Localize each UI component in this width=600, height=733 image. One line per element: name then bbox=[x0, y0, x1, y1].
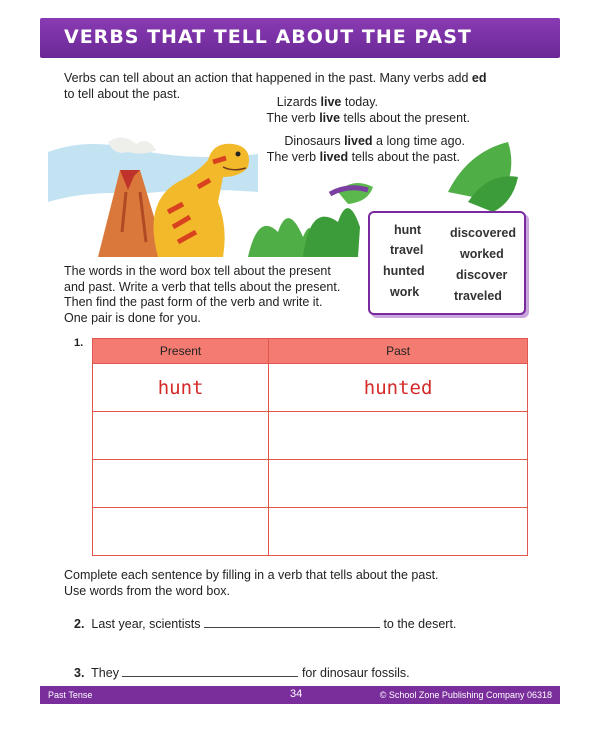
sentence-task-line: Complete each sentence by filling in a verb that tells about the past. bbox=[64, 568, 439, 582]
example-1b bbox=[240, 110, 470, 126]
sentence-after: for dinosaur fossils. bbox=[301, 666, 410, 680]
example-1b-verb: live bbox=[319, 111, 341, 125]
footer-topic: Past Tense bbox=[48, 690, 93, 700]
sentence-2 bbox=[74, 615, 456, 631]
instruction-line: Then find the past form of the verb and write it. bbox=[64, 295, 323, 309]
past-cell[interactable] bbox=[269, 508, 528, 556]
word-box bbox=[368, 211, 526, 315]
instruction-line: The words in the word box tell about the present bbox=[64, 264, 331, 278]
sentence-number: 2. bbox=[74, 617, 85, 631]
word-box-word: work bbox=[390, 285, 420, 299]
example-1b-pre: The verb bbox=[266, 111, 320, 125]
column-header-present: Present bbox=[93, 339, 269, 364]
example-2b-verb: lived bbox=[319, 150, 349, 164]
example-2b-pre: The verb bbox=[266, 150, 320, 164]
past-cell[interactable] bbox=[269, 412, 528, 460]
example-1a bbox=[240, 94, 378, 110]
intro-bold-ed: ed bbox=[471, 71, 487, 85]
title-banner bbox=[40, 18, 560, 58]
word-box-word: discover bbox=[456, 268, 508, 282]
page-title: VERBS THAT TELL ABOUT THE PAST bbox=[64, 26, 472, 48]
sentence-before: Last year, scientists bbox=[91, 617, 201, 631]
present-cell[interactable]: hunt bbox=[93, 364, 269, 412]
present-cell[interactable] bbox=[93, 508, 269, 556]
example-2a-post: a long time ago. bbox=[372, 134, 465, 148]
word-box-word: worked bbox=[460, 247, 504, 261]
sentence-after: to the desert. bbox=[383, 617, 457, 631]
present-cell[interactable] bbox=[93, 412, 269, 460]
sentence-task-line: Use words from the word box. bbox=[64, 584, 231, 598]
example-2b-post: tells about the past. bbox=[348, 150, 460, 164]
example-2a-verb: lived bbox=[344, 134, 373, 148]
word-box-word: traveled bbox=[454, 289, 502, 303]
word-box-word: hunt bbox=[394, 223, 422, 237]
past-cell[interactable]: hunted bbox=[269, 364, 528, 412]
example-1a-pre: Lizards bbox=[276, 95, 321, 109]
sentence-before: They bbox=[91, 666, 119, 680]
past-cell[interactable] bbox=[269, 460, 528, 508]
instructions bbox=[64, 264, 364, 326]
intro-line2: to tell about the past. bbox=[64, 87, 181, 101]
column-header-past: Past bbox=[269, 339, 528, 364]
word-box-word: hunted bbox=[383, 264, 425, 278]
table-row bbox=[93, 412, 528, 460]
table-row bbox=[93, 508, 528, 556]
instruction-line: and past. Write a verb that tells about the present. bbox=[64, 279, 341, 294]
present-cell[interactable] bbox=[93, 460, 269, 508]
present-past-table bbox=[92, 338, 528, 556]
word-box-word: discovered bbox=[450, 226, 517, 240]
example-1a-post: today. bbox=[341, 95, 378, 109]
copyright: © School Zone Publishing Company 06318 bbox=[379, 690, 552, 700]
page-number: 34 bbox=[290, 688, 303, 700]
sentence-number: 3. bbox=[74, 666, 85, 680]
answer-blank[interactable] bbox=[204, 615, 380, 628]
example-1b-post: tells about the present. bbox=[340, 111, 470, 125]
table-row bbox=[93, 364, 528, 412]
question-number: 1. bbox=[74, 337, 84, 349]
sentence-task bbox=[64, 567, 524, 599]
example-2a-pre: Dinosaurs bbox=[284, 134, 345, 148]
intro-line1: Verbs can tell about an action that happened in the past. Many verbs add bbox=[64, 71, 472, 85]
page-footer bbox=[40, 686, 560, 704]
table-row bbox=[93, 460, 528, 508]
instruction-line: One pair is done for you. bbox=[64, 310, 201, 325]
answer-blank[interactable] bbox=[122, 664, 298, 677]
word-box-word: travel bbox=[390, 243, 424, 257]
sentence-3 bbox=[74, 664, 410, 680]
example-1a-verb: live bbox=[320, 95, 342, 109]
